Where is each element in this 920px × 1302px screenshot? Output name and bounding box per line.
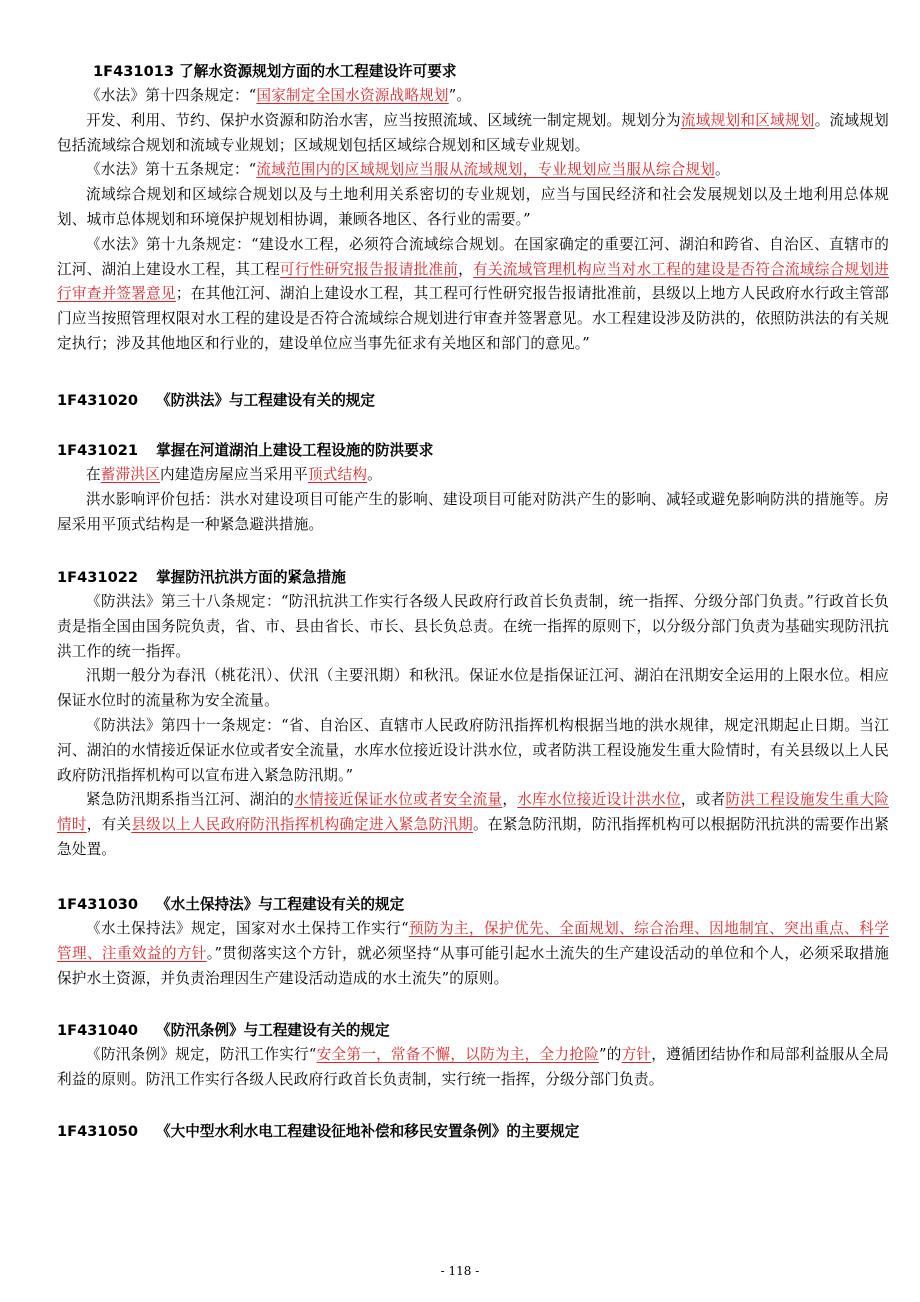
section-title: 1F431013 了解水资源规划方面的水工程建设许可要求 <box>93 63 457 80</box>
section-code: 1F431030 <box>57 896 139 913</box>
highlighted-text: 方针 <box>621 1046 652 1063</box>
highlighted-text: 安全第一，常备不懈，以防为主，全力抢险 <box>316 1046 599 1063</box>
paragraph: 汛期一般分为春汛（桃花汛）、伏汛（主要汛期）和秋汛。保证水位是指保证江河、湖泊在汛期安全运用的上限水位。相应保证水位时的流量称为安全流量。 <box>57 667 889 710</box>
paragraph: 开发、利用、节约、保护水资源和防治水害，应当按照流域、区域统一制定规划。规划分为流域规划和区域规划。流域规划包括流域综合规划和流域专业规划；区域规划包括区域综合规划和区域专业规划。 <box>57 111 889 154</box>
highlighted-text: 有关流域管理机构应当对水工程的建设是否符合流域综合规划进行审查并签署意见 <box>57 260 889 303</box>
paragraph: 《水土保持法》规定，国家对水土保持工作实行“预防为主，保护优先、全面规划、综合治理、因地制宜、突出重点、科学管理、注重效益的方针。”贯彻落实这个方针，就必须坚持“从事可能引起水土流失的生产建设活动的单位和个人，必须采取措施保护水土资源，并负责治理因生产建设活动造成的水土流失”的原则。 <box>57 920 889 987</box>
section-title: 1F431030 《水土保持法》与工程建设有关的规定 <box>57 893 889 917</box>
paragraph: 紧急防汛期系指当江河、湖泊的水情接近保证水位或者安全流量，水库水位接近设计洪水位，或者防洪工程设施发生重大险情时，有关县级以上人民政府防汛指挥机构确定进入紧急防汛期。在紧急防汛期，防汛指挥机构可以根据防汛抗洪的需要作出紧急处置。 <box>57 791 890 858</box>
highlighted-text: 可行性研究报告报请批准前 <box>279 260 459 278</box>
section-title: 1F431022 掌握防汛抗洪方面的紧急措施 <box>57 566 889 590</box>
section-title: 1F431040 《防汛条例》与工程建设有关的规定 <box>57 1019 889 1043</box>
section-1f431020 <box>57 389 889 413</box>
highlighted-text: 防洪工程设施发生重大险情时 <box>57 791 890 834</box>
paragraph: 《水法》第十四条规定：“国家制定全国水资源战略规划”。 <box>86 87 472 104</box>
section-title: 1F431020 《防洪法》与工程建设有关的规定 <box>57 389 889 413</box>
section-1f431040 <box>57 1019 889 1093</box>
highlighted-text: 县级以上人民政府防汛指挥机构确定进入紧急防汛期 <box>131 816 474 834</box>
section-1f431021 <box>57 439 889 537</box>
section-code: 1F431040 <box>57 1022 139 1039</box>
paragraph: 在蓄滞洪区内建造房屋应当采用平顶式结构。 <box>86 466 382 483</box>
section-1f431013 <box>57 60 889 357</box>
paragraph: 《防洪法》第四十一条规定：“省、自治区、直辖市人民政府防汛指挥机构根据当地的洪水规律，规定汛期起止日期。当江河、湖泊的水情接近保证水位或者安全流量，水库水位接近设计洪水位，或者防洪工程设施发生重大险情时，有关县级以上人民政府防汛指挥机构可以宣布进入紧急防汛期。” <box>57 716 889 784</box>
section-code: 1F431022 <box>57 569 139 586</box>
paragraph: 流域综合规划和区域综合规划以及与土地利用关系密切的专业规划，应当与国民经济和社会发展规划以及土地利用总体规划、城市总体规划和环境保护规划相协调，兼顾各地区、各行业的需要。” <box>57 186 889 228</box>
page-number: - 118 - <box>440 1264 480 1278</box>
paragraph: 《水法》第十九条规定：“建设水工程，必须符合流域综合规划。在国家确定的重要江河、湖泊和跨省、自治区、直辖市的江河、湖泊上建设水工程，其工程可行性研究报告报请批准前，有关流域管理机构应当对水工程的建设是否符合流域综合规划进行审查并签署意见；在其他江河、湖泊上建设水工程，其工程可行性研究报告报请批准前，县级以上地方人民政府水行政主管部门应当按照管理权限对水工程的建设是否符合流域综合规划进行审查并签署意见。水工程建设涉及防洪的，依照防洪法的有关规定执行；涉及其他地区和行业的，建设单位应当事先征求有关地区和部门的意见。” <box>57 235 889 352</box>
section-code: 1F431050 <box>57 1123 139 1140</box>
paragraph: 《防汛条例》规定，防汛工作实行“安全第一，常备不懈，以防为主，全力抢险”的方针，遵循团结协作和局部利益服从全局利益的原则。防汛工作实行各级人民政府行政首长负责制，实行统一指挥，分级分部门负责。 <box>57 1046 889 1088</box>
section-title: 1F431021 掌握在河道湖泊上建设工程设施的防洪要求 <box>57 439 889 463</box>
highlighted-text: 蓄滞洪区 <box>100 466 160 483</box>
paragraph: 《水法》第十五条规定：“流域范围内的区域规划应当服从流域规划，专业规划应当服从综合规划。 <box>86 161 730 179</box>
section-1f431050 <box>57 1120 889 1144</box>
section-code: 1F431021 <box>57 442 139 459</box>
section-1f431022 <box>57 566 889 863</box>
section-title: 1F431050 《大中型水利水电工程建设征地补偿和移民安置条例》的主要规定 <box>57 1120 889 1144</box>
highlighted-text: 流域规划和区域规划 <box>680 111 815 129</box>
highlighted-text: 国家制定全国水资源战略规划 <box>256 87 449 104</box>
highlighted-text: 预防为主，保护优先、全面规划、综合治理、因地制宜、突出重点、科学管理、注重效益的方针 <box>57 920 889 962</box>
highlighted-text: 流域范围内的区域规划应当服从流域规划，专业规划应当服从综合规划 <box>256 161 716 179</box>
section-code: 1F431020 <box>57 392 139 409</box>
section-1f431030 <box>57 893 889 991</box>
paragraph: 洪水影响评价包括：洪水对建设项目可能产生的影响、建设项目可能对防洪产生的影响、减轻或避免影响防洪的措施等。房屋采用平顶式结构是一种紧急避洪措施。 <box>57 490 889 533</box>
highlighted-text: 水库水位接近设计洪水位 <box>517 791 681 809</box>
highlighted-text: 水情接近保证水位或者安全流量 <box>294 791 503 809</box>
paragraph: 《防洪法》第三十八条规定：“防汛抗洪工作实行各级人民政府行政首长负责制，统一指挥、分级分部门负责。”行政首长负责是指全国由国务院负责，省、市、县由省长、市长、县长负总责。在统一指挥的原则下，以分级分部门负责为基础实现防汛抗洪工作的统一指挥。 <box>57 593 889 660</box>
highlighted-text: 顶式结构 <box>307 466 368 483</box>
